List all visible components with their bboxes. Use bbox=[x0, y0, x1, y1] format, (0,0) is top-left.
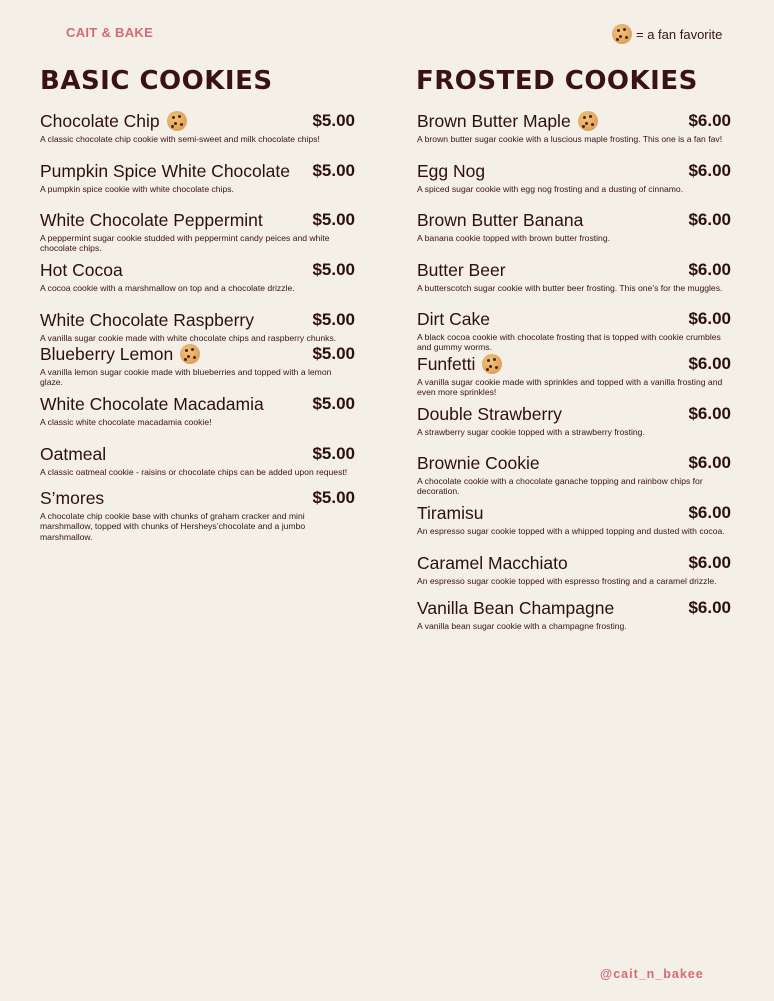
item-description: A pumpkin spice cookie with white chocolate chips. bbox=[40, 184, 234, 194]
item-name: S’mores bbox=[40, 487, 105, 508]
item-price: $5.00 bbox=[312, 394, 355, 413]
item-description: A classic white chocolate macadamia cookie! bbox=[40, 417, 212, 427]
item-description: A classic chocolate chip cookie with semi-sweet and milk chocolate chips! bbox=[40, 134, 320, 144]
item-name: Pumpkin Spice White Chocolate bbox=[40, 160, 290, 181]
item-price: $6.00 bbox=[688, 598, 731, 617]
item-name: Butter Beer bbox=[417, 259, 506, 280]
item-description: A strawberry sugar cookie topped with a strawberry frosting. bbox=[417, 427, 645, 437]
item-price: $6.00 bbox=[688, 309, 731, 328]
menu-item bbox=[417, 552, 731, 586]
item-price: $6.00 bbox=[688, 210, 731, 229]
item-price: $6.00 bbox=[688, 260, 731, 279]
item-price: $6.00 bbox=[688, 553, 731, 572]
menu-item bbox=[40, 110, 355, 144]
menu-item bbox=[40, 209, 355, 254]
item-name: Hot Cocoa bbox=[40, 259, 123, 280]
item-name: Caramel Macchiato bbox=[417, 552, 568, 573]
menu-item bbox=[40, 259, 355, 293]
item-description: An espresso sugar cookie topped with espresso frosting and a caramel drizzle. bbox=[417, 576, 717, 586]
menu-item bbox=[40, 343, 355, 388]
menu-item bbox=[40, 309, 355, 343]
item-price: $5.00 bbox=[312, 488, 355, 507]
item-description: A vanilla sugar cookie made with sprinkles and topped with a vanilla frosting and even more sprinkles! bbox=[417, 377, 723, 398]
menu-item bbox=[417, 502, 731, 536]
legend-text: = a fan favorite bbox=[636, 26, 723, 42]
menu-item bbox=[40, 393, 355, 427]
item-description: A chocolate cookie with a chocolate ganache topping and rainbow chips for decoration. bbox=[417, 476, 703, 497]
item-name: Brownie Cookie bbox=[417, 452, 540, 473]
item-price: $6.00 bbox=[688, 404, 731, 423]
menu-item bbox=[417, 110, 731, 144]
item-price: $6.00 bbox=[688, 453, 731, 472]
menu-item bbox=[417, 259, 731, 293]
item-description: A butterscotch sugar cookie with butter beer frosting. This one’s for the muggles. bbox=[417, 283, 723, 293]
frosted-cookies-title: FROSTED COOKIES bbox=[416, 66, 698, 96]
menu-item bbox=[417, 403, 731, 437]
item-name: White Chocolate Raspberry bbox=[40, 309, 254, 330]
menu-item bbox=[417, 160, 731, 194]
item-price: $6.00 bbox=[688, 111, 731, 130]
item-description: A vanilla bean sugar cookie with a champagne frosting. bbox=[417, 621, 627, 631]
item-price: $5.00 bbox=[312, 111, 355, 130]
item-price: $6.00 bbox=[688, 161, 731, 180]
item-name: Double Strawberry bbox=[417, 403, 562, 424]
fan-favorite-legend bbox=[612, 24, 722, 44]
cookie-icon bbox=[482, 354, 502, 374]
cookie-icon bbox=[180, 344, 200, 364]
menu-item bbox=[417, 452, 731, 497]
item-description: A chocolate chip cookie base with chunks of graham cracker and mini marshmallow, topped with chunks of Hersheys’chocolate and a jumbo marshmallow. bbox=[40, 511, 306, 542]
menu-item bbox=[417, 353, 731, 398]
item-price: $5.00 bbox=[312, 344, 355, 363]
item-price: $6.00 bbox=[688, 503, 731, 522]
item-description: A banana cookie topped with brown butter frosting. bbox=[417, 233, 611, 243]
item-name: Funfetti bbox=[417, 354, 502, 375]
item-description: An espresso sugar cookie topped with a whipped topping and dusted with cocoa. bbox=[417, 526, 725, 536]
item-description: A peppermint sugar cookie studded with peppermint candy peices and white chocolate chips. bbox=[40, 233, 330, 254]
item-name: Brown Butter Banana bbox=[417, 209, 584, 230]
brand-name: CAIT & BAKE bbox=[66, 25, 154, 40]
menu-item bbox=[417, 597, 731, 631]
item-description: A brown butter sugar cookie with a luscious maple frosting. This one is a fan fav! bbox=[417, 134, 723, 144]
item-price: $5.00 bbox=[312, 310, 355, 329]
menu-item bbox=[417, 308, 731, 353]
social-handle: @cait_n_bakee bbox=[600, 967, 704, 981]
cookie-icon bbox=[167, 111, 187, 131]
menu-item bbox=[40, 443, 355, 477]
item-price: $5.00 bbox=[312, 260, 355, 279]
item-name: White Chocolate Peppermint bbox=[40, 209, 263, 230]
item-description: A classic oatmeal cookie - raisins or chocolate chips can be added upon request! bbox=[40, 467, 348, 477]
item-description: A vanilla lemon sugar cookie made with blueberries and topped with a lemon glaze. bbox=[40, 367, 332, 388]
item-price: $5.00 bbox=[312, 444, 355, 463]
cookie-icon bbox=[578, 111, 598, 131]
item-price: $5.00 bbox=[312, 210, 355, 229]
menu-item bbox=[40, 487, 355, 542]
item-name: Chocolate Chip bbox=[40, 111, 187, 132]
basic-cookies-title: BASIC COOKIES bbox=[40, 66, 273, 96]
item-name: Egg Nog bbox=[417, 160, 486, 181]
item-name: Blueberry Lemon bbox=[40, 344, 200, 365]
item-price: $5.00 bbox=[312, 161, 355, 180]
item-name: Brown Butter Maple bbox=[417, 111, 598, 132]
menu-item bbox=[417, 209, 731, 243]
item-name: Vanilla Bean Champagne bbox=[417, 597, 615, 618]
item-price: $6.00 bbox=[688, 354, 731, 373]
item-name: Dirt Cake bbox=[417, 308, 490, 329]
cookie-icon bbox=[612, 24, 632, 44]
item-description: A spiced sugar cookie with egg nog frosting and a dusting of cinnamo. bbox=[417, 184, 684, 194]
item-name: White Chocolate Macadamia bbox=[40, 393, 264, 414]
item-description: A vanilla sugar cookie made with white chocolate chips and raspberry chunks. bbox=[40, 333, 337, 343]
menu-item bbox=[40, 160, 355, 194]
item-description: A cocoa cookie with a marshmallow on top and a chocolate drizzle. bbox=[40, 283, 295, 293]
item-name: Oatmeal bbox=[40, 443, 107, 464]
item-name: Tiramisu bbox=[417, 502, 484, 523]
item-description: A black cocoa cookie with chocolate frosting that is topped with cookie crumbles and gummy worms. bbox=[417, 332, 721, 353]
